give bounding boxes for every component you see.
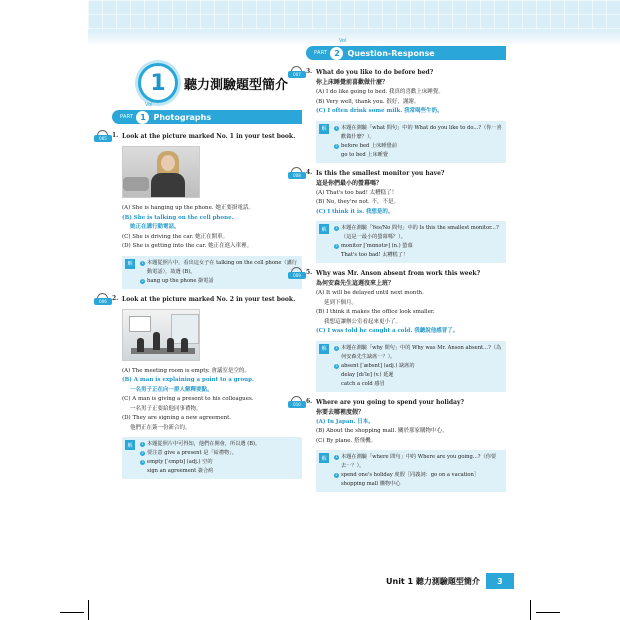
right-column	[293, 38, 506, 498]
question-translation: 你上床睡覺前喜歡做什麼？	[316, 79, 389, 86]
audio-track-icon[interactable]: 009	[288, 267, 306, 281]
note-line: sign an agreement 簽合約	[147, 468, 214, 474]
question-translation: 為何安森先生這週沒來上班？	[316, 280, 395, 287]
explanation-box	[316, 450, 506, 492]
option-a: (A) That's too bad! 太糟糕了！	[316, 189, 398, 196]
audio-track-icon[interactable]: 007	[288, 66, 306, 80]
photo-woman-phone	[122, 146, 200, 198]
question-number: 1.	[112, 132, 119, 139]
part2-title: Question-Response	[347, 48, 435, 58]
crop-mark	[536, 612, 560, 613]
option-b-correct: (B) She is talking on the cell phone. 她正在講行動電話。	[122, 214, 234, 230]
option-d: (D) They are signing a new agreement. 他們正在簽一份新合約。	[122, 415, 232, 431]
page-number: 3	[486, 573, 514, 589]
note-line: 1 本題在測驗「why 問句」中的 Why was Mr. Anson absent...?（為何安森先生缺席⋯？）。	[335, 344, 502, 360]
audio-track-icon[interactable]: 005	[94, 130, 112, 144]
option-a: (A) She is hanging up the phone. 她正要掛電話。	[122, 205, 254, 211]
question-1	[99, 132, 302, 289]
photo-meeting	[122, 309, 200, 361]
part2-bar	[306, 38, 506, 60]
question-number: 6.	[306, 397, 313, 405]
option-c: (C) By plane. 搭飛機。	[316, 437, 376, 444]
note-line: delay [dɪˈle] (v.) 延遲	[341, 371, 394, 378]
explanation-badge: 解	[319, 224, 329, 234]
part1-label: PART	[120, 114, 134, 120]
option-c-correct: (C) I often drink some milk. 我常喝些牛奶。	[316, 108, 443, 114]
option-c: (C) She is driving the car. 她正在開車。	[122, 233, 229, 240]
explanation-badge: 解	[319, 344, 329, 354]
note-line: 1 本題在測驗「where 問句」中的 Where are you going...?（你要去⋯？）。	[335, 454, 497, 469]
page-footer	[386, 573, 514, 589]
question-text: What do you like to do before bed?	[316, 69, 434, 76]
part1-title: Photographs	[153, 112, 212, 122]
explanation-badge: 解	[125, 259, 135, 269]
question-5	[293, 269, 506, 392]
note-line: 1 本題在測驗「what 問句」中的 What do you like to do...?（你⋯喜歡做什麼？）。	[335, 124, 502, 140]
option-a: (A) The meeting room is empty. 會議室是空的。	[122, 367, 250, 374]
part1-bar	[112, 102, 302, 124]
question-text: Is this the smallest monitor you have?	[316, 169, 445, 177]
note-line: 3 empty [ˈɛmptɪ] (adj.) 空的	[141, 459, 213, 465]
footer-title: Unit 1 聽力測驗題型簡介	[386, 576, 480, 586]
crop-mark	[530, 600, 531, 620]
question-text: Where are you going to spend your holiday?	[316, 398, 465, 406]
question-text: Look at the picture marked No. 1 in your test book.	[122, 133, 296, 140]
question-3	[293, 68, 506, 163]
note-line: 1 本題從照片中可得知，他們在開會，所以選 (B)。	[141, 441, 261, 447]
note-line: go to bed 上床睡覺	[341, 151, 389, 158]
unit-heading	[112, 56, 302, 110]
explanation-badge: 解	[319, 124, 329, 134]
note-line: 2 absent [ˈæbsnt] (adj.) 缺席的	[335, 362, 415, 369]
unit-title: 聽力測驗題型簡介	[184, 77, 289, 93]
question-6	[293, 397, 506, 493]
note-line: shopping mall 購物中心	[341, 481, 401, 487]
note-line: 2 spend one's holiday 度假［同義詞：go on a vacation］	[335, 472, 480, 478]
question-4	[293, 168, 506, 264]
option-b: (B) About the shopping mall. 關於那家購物中心。	[316, 428, 448, 434]
part1-number: 1	[136, 111, 149, 124]
audio-track-icon[interactable]: 006	[94, 293, 112, 307]
option-b: (B) Very well, thank you. 很好，謝謝。	[316, 98, 420, 105]
vol-label: Vol	[339, 38, 347, 44]
explanation-badge: 解	[319, 453, 329, 463]
unit-number-badge: 1	[138, 63, 178, 103]
question-number: 3.	[306, 68, 313, 75]
explanation-box	[316, 121, 506, 163]
question-number: 5.	[306, 269, 313, 276]
audio-track-icon[interactable]: 008	[288, 167, 306, 181]
question-text: Look at the picture marked No. 2 in your test book.	[122, 295, 296, 303]
note-line: 1 本題在測驗「Yes/No 問句」中的 Is this the smallest monitor...?（這是一最小的螢幕嗎？）。	[335, 225, 499, 240]
option-a-correct: (A) In Japan. 日本。	[316, 418, 374, 425]
question-text: Why was Mr. Anson absent from work this week?	[316, 270, 481, 277]
note-line: catch a cold 感冒	[341, 380, 385, 387]
audio-track-icon[interactable]: 010	[288, 396, 306, 410]
option-c-correct: (C) I was told he caught a cold. 我聽說他感冒了。	[316, 328, 459, 334]
note-line: 2 要注意 give a present 是「給禮物」。	[141, 450, 237, 456]
explanation-badge: 解	[125, 440, 135, 450]
explanation-box	[122, 256, 302, 289]
vol-label: Vol	[145, 102, 153, 108]
option-a: (A) I do like going to bed. 我真的喜歡上床睡覺。	[316, 89, 444, 95]
crop-mark	[60, 612, 84, 613]
note-line: That's too bad! 太糟糕了！	[341, 252, 409, 258]
option-c: (C) A man is giving a present to his colleagues. 一名男子正要給他同事禮物。	[122, 396, 254, 412]
option-a: (A) It will be delayed until next month. 延到下個月。	[316, 290, 424, 306]
question-translation: 你要去哪裡度假？	[316, 408, 365, 416]
option-b-correct: (B) A man is explaining a point to a group. 一名男子正在向一群人解釋要點。	[122, 377, 254, 393]
part2-label: PART	[314, 50, 328, 56]
explanation-box	[316, 221, 506, 263]
option-b: (B) I think it makes the office look smaller. 我想這讓辦公室看起來更小了。	[316, 309, 435, 325]
question-2	[99, 294, 302, 480]
question-number: 4.	[306, 168, 313, 176]
option-d: (D) She is getting into the car. 她正在進入車裡。	[122, 243, 253, 249]
part2-number: 2	[330, 47, 343, 60]
note-line: 2 before bed 上床睡覺前	[335, 142, 397, 149]
option-c-correct: (C) I think it is. 我想是的。	[316, 208, 394, 215]
note-line: 1 本題從照片中，看出這女子在 talking on the cell phone（講行動電話），故選 (B)。	[141, 259, 297, 275]
option-b: (B) No, they're not. 不，不是。	[316, 199, 400, 205]
left-column	[99, 50, 302, 485]
note-line: 2 hang up the phone 掛電話	[141, 277, 214, 284]
note-line: 2 monitor [ˈmɑnətɚ] (n.) 螢幕	[335, 243, 413, 249]
explanation-box	[122, 437, 302, 479]
question-number: 2.	[112, 294, 119, 302]
question-translation: 這是你們最小的螢幕嗎？	[316, 179, 383, 187]
explanation-box	[316, 341, 506, 392]
crop-mark	[88, 600, 89, 620]
